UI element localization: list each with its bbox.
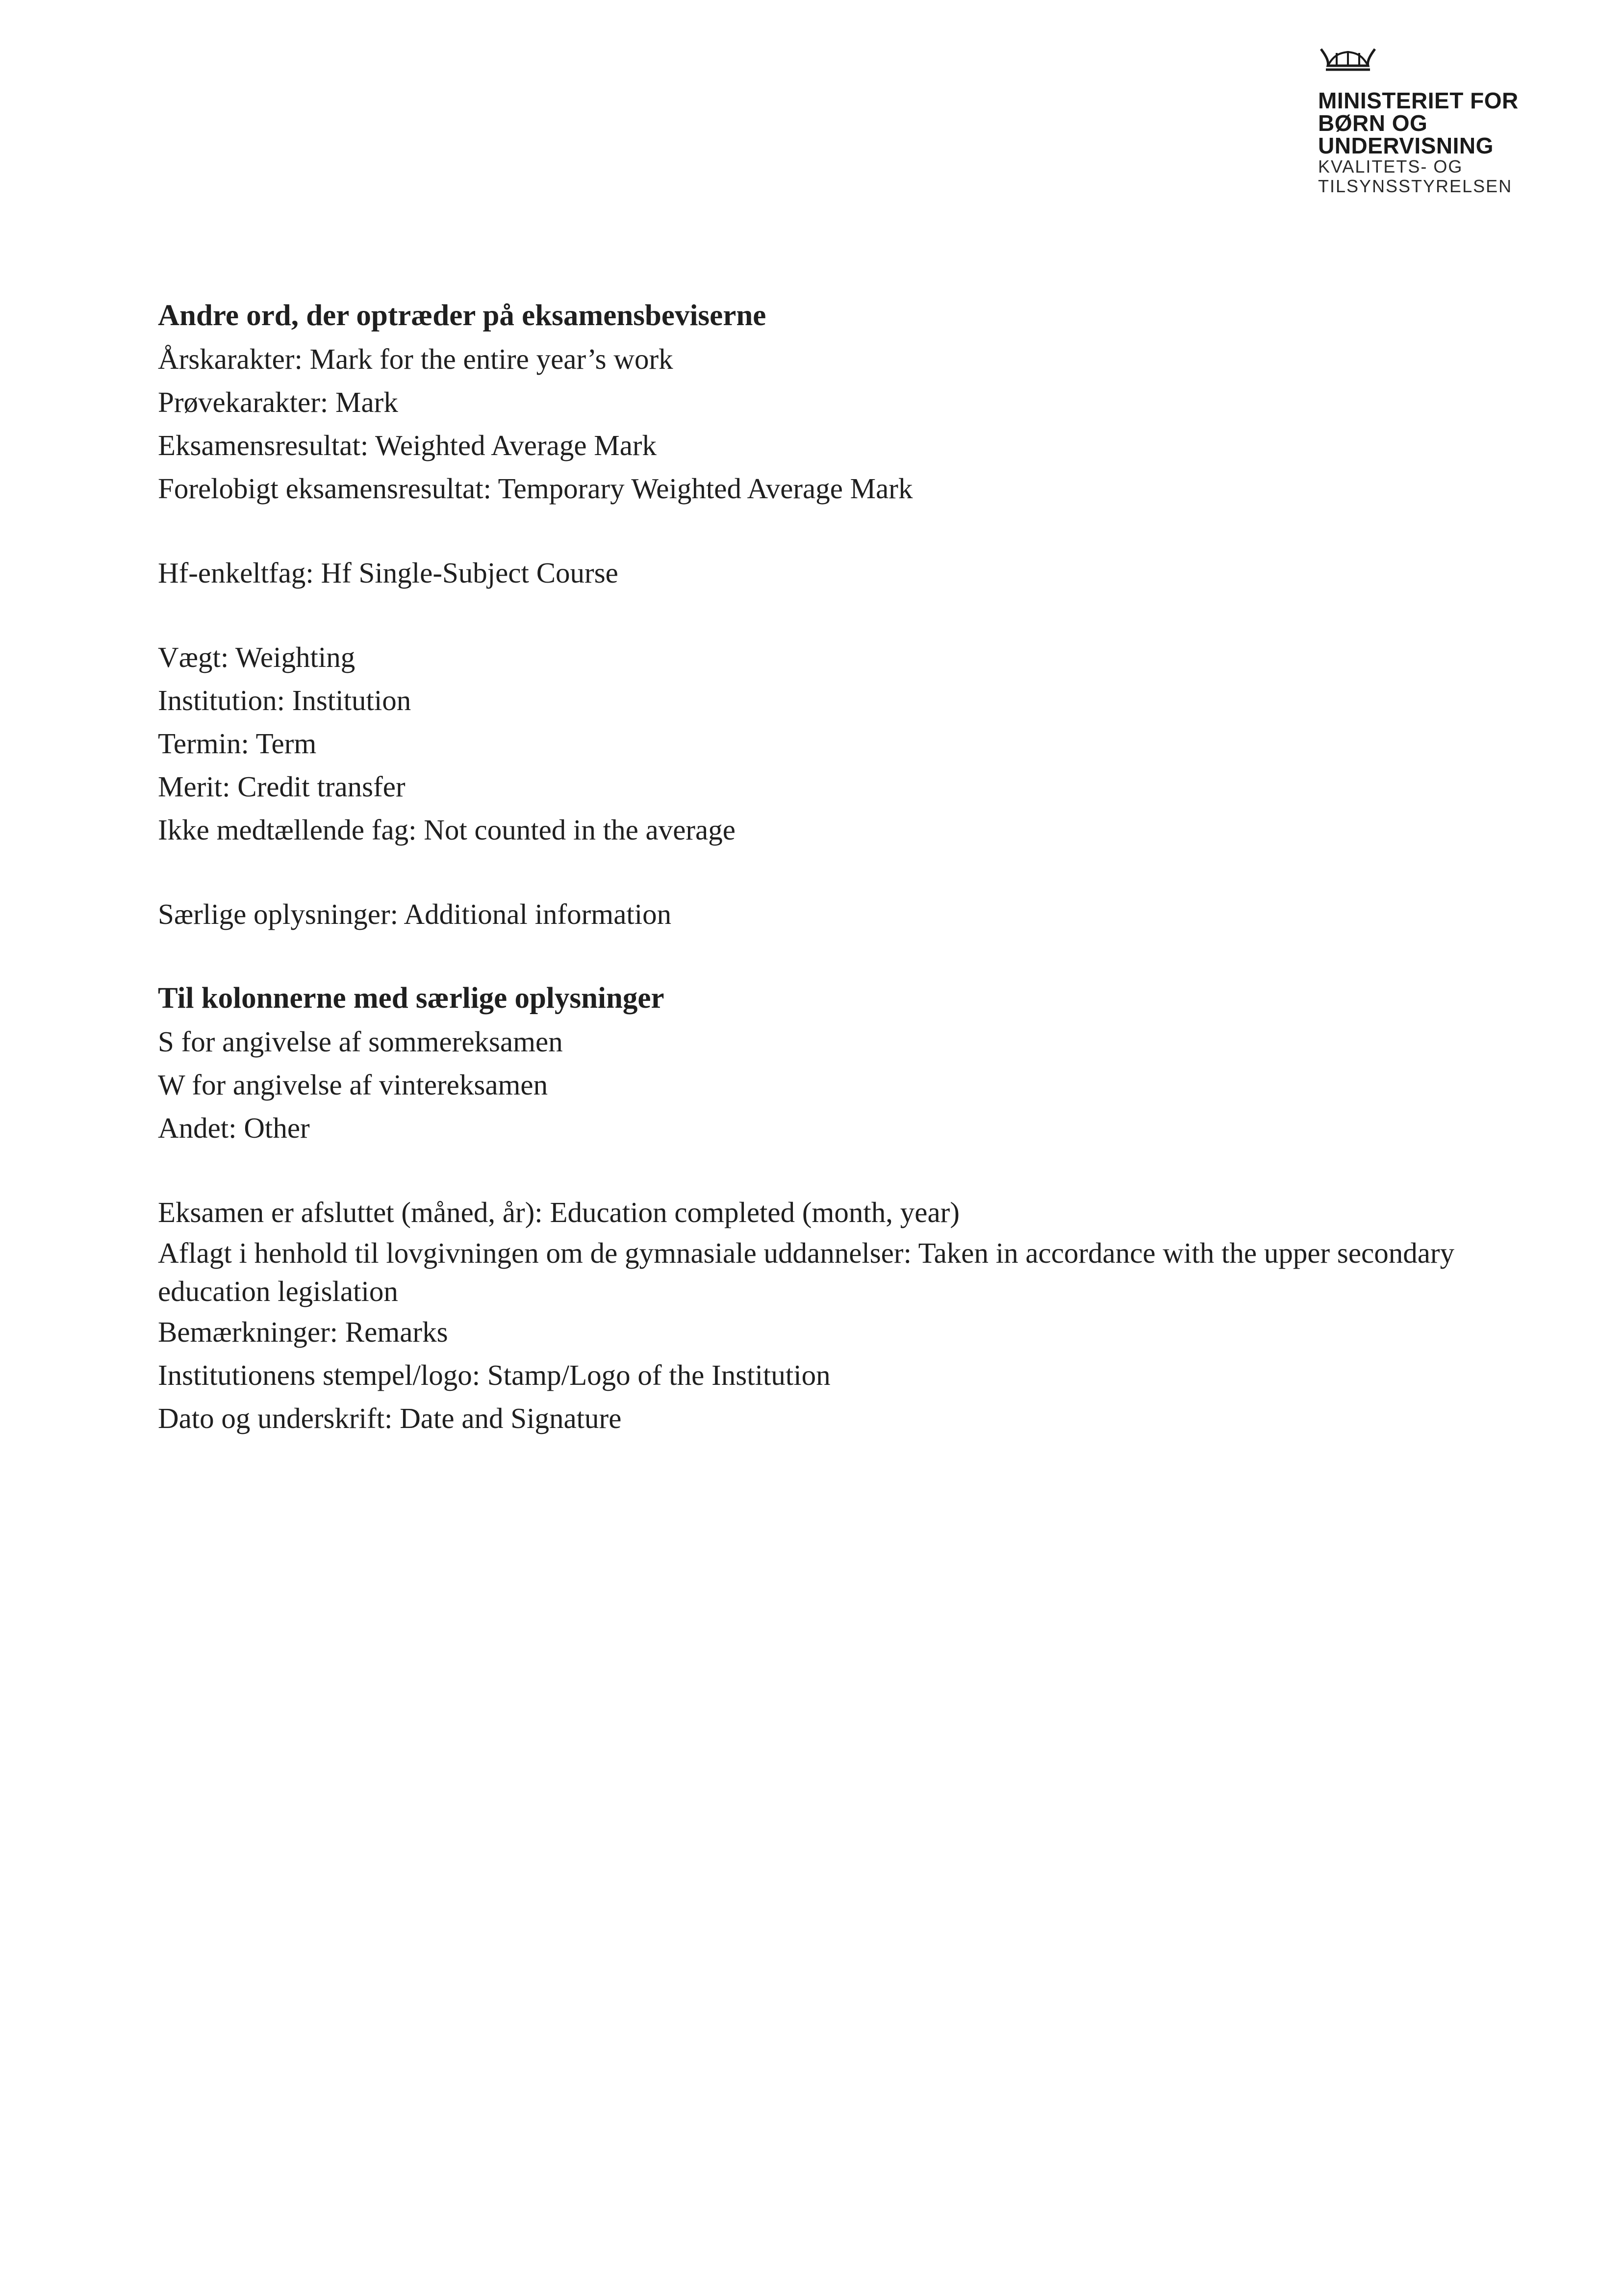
term-line: Ikke medtællende fag: Not counted in the average: [158, 814, 736, 846]
section-completion: [158, 1191, 1482, 1440]
logo-subtext-line-2: TILSYNSSTYRELSEN: [1318, 176, 1513, 196]
section-spacer: [158, 1149, 1482, 1191]
term-line: Termin: Term: [158, 727, 317, 760]
term-line: W for angivelse af vintereksamen: [158, 1069, 548, 1101]
logo-text-line-2: BØRN OG: [1318, 110, 1428, 136]
term-line: Årskarakter: Mark for the entire year’s work: [158, 343, 673, 375]
section-spacer: [158, 851, 1482, 892]
term-line: Prøvekarakter: Mark: [158, 386, 398, 418]
section-additional-info: [158, 892, 1482, 936]
term-line: Hf-enkeltfag: Hf Single-Subject Course: [158, 557, 618, 589]
section-heading: Til kolonnerne med særlige oplysninger: [158, 982, 664, 1015]
section-hf-course: [158, 551, 1482, 594]
term-line: Institution: Institution: [158, 684, 411, 716]
ministry-logo: [1318, 42, 1573, 196]
logo-text-line-3: UNDERVISNING: [1318, 133, 1494, 158]
term-line: Aflagt i henhold til lovgivningen om de gymnasiale uddannelser: Taken in accordance with the upper secondary education legislation: [158, 1237, 1455, 1307]
term-line: Vægt: Weighting: [158, 641, 355, 673]
term-line: Merit: Credit transfer: [158, 770, 406, 803]
section-spacer: [158, 936, 1482, 977]
section-columns: [158, 977, 1482, 1149]
term-line: Forelobigt eksamensresultat: Temporary Weighted Average Mark: [158, 472, 913, 505]
term-line: Eksamensresultat: Weighted Average Mark: [158, 429, 657, 461]
logo-text-line-1: MINISTERIET FOR: [1318, 88, 1519, 113]
section-weighting: [158, 636, 1482, 851]
term-line: Institutionens stempel/logo: Stamp/Logo of the Institution: [158, 1359, 831, 1391]
term-line: Særlige oplysninger: Additional information: [158, 898, 672, 930]
term-line: Bemærkninger: Remarks: [158, 1316, 448, 1348]
section-heading: Andre ord, der optræder på eksamensbeviserne: [158, 299, 766, 332]
logo-subtext-line-1: KVALITETS- OG: [1318, 156, 1463, 177]
section-other-words: [158, 294, 1482, 510]
term-line: S for angivelse af sommereksamen: [158, 1025, 563, 1058]
section-spacer: [158, 510, 1482, 551]
term-line: Andet: Other: [158, 1112, 310, 1144]
crown-icon: [1318, 42, 1378, 73]
term-line: Dato og underskrift: Date and Signature: [158, 1402, 622, 1434]
term-line: Eksamen er afsluttet (måned, år): Education completed (month, year): [158, 1196, 960, 1228]
glossary-body: [158, 294, 1482, 1440]
section-spacer: [158, 594, 1482, 636]
